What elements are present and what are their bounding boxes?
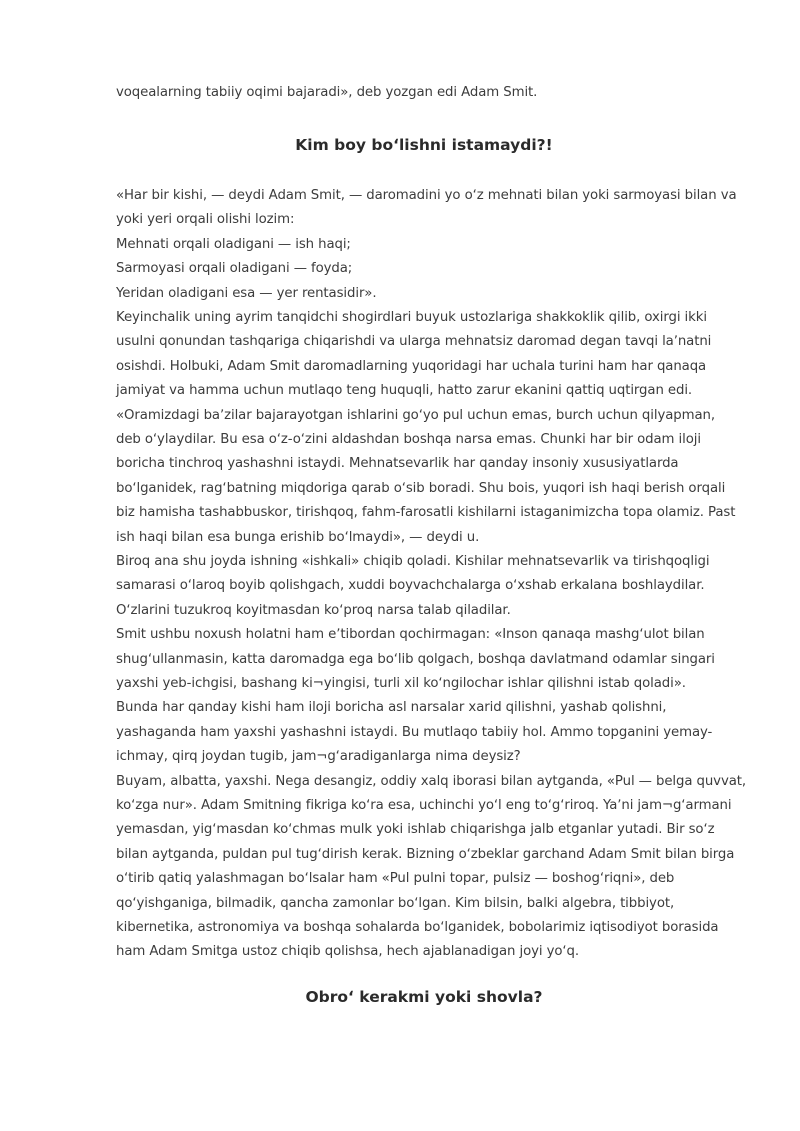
text-line: qoʻyishganiga, bilmadik, qancha zamonlar boʻlgan. Kim bilsin, balki algebra, tibbiyot, xyxy=(116,895,675,911)
text-line: Bunda har qanday kishi ham iloji boricha asl narsalar xarid qilishni, yashab qolishni, xyxy=(116,700,667,716)
text-line: Smit ushbu noxush holatni ham eʼtibordan qochirmagan: «Inson qanaqa mashgʻulot bilan xyxy=(116,627,705,643)
text-line: «Har bir kishi, — deydi Adam Smit, — daromadini yo oʻz mehnati bilan yoki sarmoyasi bilan va xyxy=(116,188,737,203)
text-line: biz hamisha tashabbuskor, tirishqoq, fahm-farosatli kishilarni istaganimizcha topa olamiz. Past xyxy=(116,505,736,521)
text-line: ichmay, qirq joydan tugib, jam¬gʻaradiganlarga nima deysiz? xyxy=(116,749,521,765)
text-line: yoki yeri orqali olishi lozim: xyxy=(116,212,295,228)
intro-line: voqealarning tabiiy oqimi bajaradi», deb yozgan edi Adam Smit. xyxy=(116,85,538,100)
text-line: kibernetika, astronomiya va boshqa sohalarda boʻlganidek, bobolarimiz iqtisodiyot borasida xyxy=(116,920,719,935)
text-line: yaxshi yeb-ichgisi, bashang ki¬yingisi, turli xil koʻngilochar ishlar qilishni istab qoladi». xyxy=(116,676,686,691)
text-line: Buyam, albatta, yaxshi. Nega desangiz, oddiy xalq iborasi bilan aytganda, «Pul — belga quvvat, xyxy=(116,773,747,789)
text-line: yashaganda ham yaxshi yashashni istaydi. Bu mutlaqo tabiiy hol. Ammo topganini yemay- xyxy=(116,724,713,740)
text-line: Biroq ana shu joyda ishning «ishkali» chiqib qoladi. Kishilar mehnatsevarlik va tirishqoqligi xyxy=(116,554,710,569)
text-line: «Oramizdagi baʼzilar bajarayotgan ishlarini goʻyo pul uchun emas, burch uchun qilyapman, xyxy=(116,407,715,423)
text-line: jamiyat va hamma uchun mutlaqo teng huquqli, hatto zarur ekanini qattiq uqtirgan edi. xyxy=(116,383,693,399)
text-line: Mehnati orqali oladigani — ish haqi; xyxy=(116,236,351,252)
text-line: oʻtirib qatiq yalashmagan boʻlsalar ham «Pul pulni topar, pulsiz — boshogʻriqni», deb xyxy=(116,871,675,887)
text-line: osishdi. Holbuki, Adam Smit daromadlarning yuqoridagi har uchala turini ham har qanaqa xyxy=(116,358,707,374)
section-heading-1: Kim boy boʻlishni istamaydi?! xyxy=(295,136,553,154)
text-line: shugʻullanmasin, katta daromadga ega boʻlib qolgach, boshqa davlatmand odamlar singari xyxy=(116,651,715,667)
text-line: boricha tinchroq yashashni istaydi. Mehnatsevarlik har qanday insoniy xususiyatlarda xyxy=(116,456,679,472)
text-line: Yeridan oladigani esa — yer rentasidir». xyxy=(116,285,377,301)
text-line: deb oʻylaydilar. Bu esa oʻz-oʻzini aldashdan boshqa narsa emas. Chunki har bir odam iloji xyxy=(116,432,701,447)
text-line: Keyinchalik uning ayrim tanqidchi shogirdlari buyuk ustozlariga shakkoklik qilib, oxirgi ikki xyxy=(116,310,707,325)
text-line: Oʻzlarini tuzukroq koyitmasdan koʻproq narsa talab qiladilar. xyxy=(116,602,511,618)
text-line: samarasi oʻlaroq boyib qolishgach, xuddi boyvachchalarga oʻxshab erkalana boshlaydilar. xyxy=(116,578,705,594)
text-line: koʻzga nur». Adam Smitning fikriga koʻra esa, uchinchi yoʻl eng toʻgʻriroq. Yaʼni jam¬gʻarmani xyxy=(116,798,732,813)
text-line: Sarmoyasi orqali oladigani — foyda; xyxy=(116,261,353,277)
text-line: yemasdan, yigʻmasdan koʻchmas mulk yoki ishlab chiqarishga jalb etganlar yutadi. Bir soʻz xyxy=(116,822,715,838)
text-line: ham Adam Smitga ustoz chiqib qolishsa, hech ajablanadigan joyi yoʻq. xyxy=(116,944,580,960)
section-heading-2: Obroʻ kerakmi yoki shovla? xyxy=(305,988,543,1006)
text-line: boʻlganidek, ragʻbatning miqdoriga qarab oʻsib boradi. Shu bois, yuqori ish haqi berish orqali xyxy=(116,480,726,496)
text-line: bilan aytganda, puldan pul tugʻdirish kerak. Bizning oʻzbeklar garchand Adam Smit bilan birga xyxy=(116,846,735,862)
text-line: usulni qonundan tashqariga chiqarishdi va ularga mehnatsiz daromad degan tavqi laʼnatni xyxy=(116,334,712,350)
text-line: ish haqi bilan esa bunga erishib boʻlmaydi», — deydi u. xyxy=(116,529,480,545)
